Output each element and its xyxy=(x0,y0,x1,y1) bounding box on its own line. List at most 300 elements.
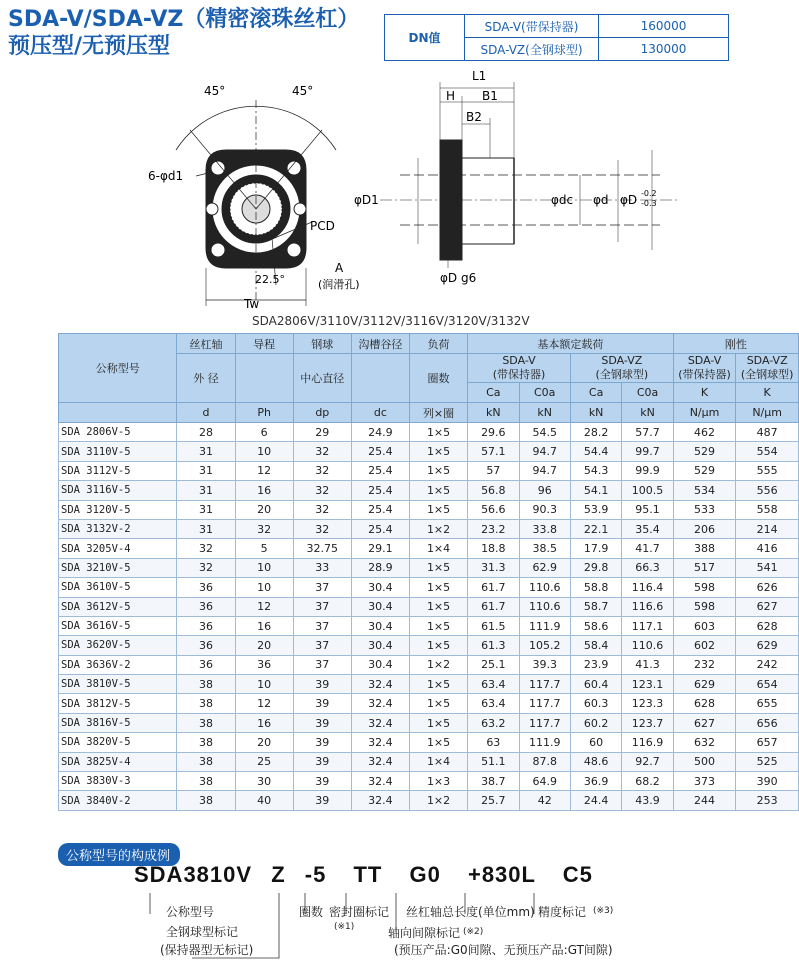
value-cell: 35.4 xyxy=(622,519,673,538)
value-cell: 60.2 xyxy=(570,713,621,732)
table-row xyxy=(59,616,799,635)
value-cell: 232 xyxy=(673,655,736,674)
value-cell: 99.9 xyxy=(622,461,673,480)
dn-type-vz: SDA-VZ(全钢球型) xyxy=(465,38,599,61)
angle-bottom-label: 22.5° xyxy=(255,273,285,286)
model-cell: SDA 3210V-5 xyxy=(59,558,177,577)
value-cell: 58.8 xyxy=(570,578,621,597)
model-cell: SDA 3116V-5 xyxy=(59,481,177,500)
code-accuracy: C5 xyxy=(562,862,593,887)
value-cell: 628 xyxy=(736,616,799,635)
dn-type-v: SDA-V(带保持器) xyxy=(465,15,599,38)
model-cell: SDA 3120V-5 xyxy=(59,500,177,519)
value-cell: 123.3 xyxy=(622,694,673,713)
value-cell: 39 xyxy=(293,713,351,732)
value-cell: 10 xyxy=(235,558,293,577)
value-cell: 57.1 xyxy=(468,442,519,461)
value-cell: 556 xyxy=(736,481,799,500)
value-cell: 38 xyxy=(177,675,235,694)
value-cell: 657 xyxy=(736,733,799,752)
value-cell: 25.4 xyxy=(351,500,409,519)
angle-right-label: 45° xyxy=(292,84,314,98)
value-cell: 38 xyxy=(177,752,235,771)
value-cell: 37 xyxy=(293,597,351,616)
value-cell: 32.4 xyxy=(351,713,409,732)
value-cell: 100.5 xyxy=(622,481,673,500)
value-cell: 39 xyxy=(293,694,351,713)
col-vz-header: SDA-VZ (全钢球型) xyxy=(570,354,673,383)
nut-body xyxy=(462,158,514,244)
value-cell: 416 xyxy=(736,539,799,558)
value-cell: 105.2 xyxy=(519,636,570,655)
value-cell: 253 xyxy=(736,791,799,810)
value-cell: 32.4 xyxy=(351,694,409,713)
value-cell: 30.4 xyxy=(351,655,409,674)
value-cell: 110.6 xyxy=(519,578,570,597)
value-cell: 555 xyxy=(736,461,799,480)
value-cell: 36 xyxy=(177,597,235,616)
value-cell: 58.6 xyxy=(570,616,621,635)
model-cell: SDA 3636V-2 xyxy=(59,655,177,674)
value-cell: 32.4 xyxy=(351,791,409,810)
value-cell: 529 xyxy=(673,442,736,461)
h-label: H xyxy=(446,89,456,103)
code-length: +830L xyxy=(467,862,536,887)
d-label: φd xyxy=(593,193,609,207)
value-cell: 96 xyxy=(519,481,570,500)
value-cell: 39.3 xyxy=(519,655,570,674)
value-cell: 30.4 xyxy=(351,636,409,655)
value-cell: 30 xyxy=(235,772,293,791)
value-cell: 18.8 xyxy=(468,539,519,558)
value-cell: 32 xyxy=(293,519,351,538)
spec-table-body xyxy=(59,423,799,811)
value-cell: 629 xyxy=(736,636,799,655)
value-cell: 117.7 xyxy=(519,694,570,713)
value-cell: 1×5 xyxy=(409,713,467,732)
value-cell: 94.7 xyxy=(519,442,570,461)
value-cell: 25.1 xyxy=(468,655,519,674)
value-cell: 629 xyxy=(673,675,736,694)
value-cell: 31 xyxy=(177,442,235,461)
value-cell: 1×5 xyxy=(409,461,467,480)
value-cell: 1×5 xyxy=(409,616,467,635)
value-cell: 24.4 xyxy=(570,791,621,810)
col-groove-header: 沟槽谷径 xyxy=(351,334,409,354)
dg6-label: φD g6 xyxy=(440,271,477,285)
value-cell: 66.3 xyxy=(622,558,673,577)
value-cell: 38 xyxy=(177,733,235,752)
unit-kn: kN xyxy=(570,403,621,423)
value-cell: 12 xyxy=(235,597,293,616)
lube-label: (润滑孔) xyxy=(318,278,360,291)
value-cell: 242 xyxy=(736,655,799,674)
value-cell: 63.4 xyxy=(468,675,519,694)
sym-ca: Ca xyxy=(468,383,519,403)
value-cell: 1×5 xyxy=(409,694,467,713)
value-cell: 632 xyxy=(673,733,736,752)
model-cell: SDA 3810V-5 xyxy=(59,675,177,694)
label-model: 公称型号 xyxy=(166,905,215,919)
table-row xyxy=(59,791,799,810)
value-cell: 54.1 xyxy=(570,481,621,500)
page-title xyxy=(8,6,359,60)
label-gap-detail: (预压产品:G0间隙、无预压产品:GT间隙) xyxy=(394,943,613,957)
value-cell: 31 xyxy=(177,461,235,480)
value-cell: 28 xyxy=(177,423,235,442)
angle-left-label: 45° xyxy=(204,84,226,98)
model-cell: SDA 3616V-5 xyxy=(59,616,177,635)
value-cell: 17.9 xyxy=(570,539,621,558)
value-cell: 32 xyxy=(293,481,351,500)
side-view xyxy=(380,82,680,268)
value-cell: 63.4 xyxy=(468,694,519,713)
model-cell: SDA 3816V-5 xyxy=(59,713,177,732)
value-cell: 534 xyxy=(673,481,736,500)
value-cell: 10 xyxy=(235,442,293,461)
unit-kn: kN xyxy=(622,403,673,423)
value-cell: 31 xyxy=(177,500,235,519)
model-cell: SDA 2806V-5 xyxy=(59,423,177,442)
value-cell: 388 xyxy=(673,539,736,558)
model-cell: SDA 3132V-2 xyxy=(59,519,177,538)
value-cell: 529 xyxy=(673,461,736,480)
value-cell: 62.9 xyxy=(519,558,570,577)
value-cell: 54.4 xyxy=(570,442,621,461)
tol-lower-label: -0.3 xyxy=(641,199,657,208)
unit-kn: kN xyxy=(519,403,570,423)
value-cell: 462 xyxy=(673,423,736,442)
value-cell: 244 xyxy=(673,791,736,810)
value-cell: 12 xyxy=(235,694,293,713)
value-cell: 390 xyxy=(736,772,799,791)
table-row xyxy=(59,772,799,791)
sym-c0a2: C0a xyxy=(622,383,673,403)
value-cell: 16 xyxy=(235,713,293,732)
value-cell: 36.9 xyxy=(570,772,621,791)
value-cell: 654 xyxy=(736,675,799,694)
value-cell: 43.9 xyxy=(622,791,673,810)
value-cell: 38 xyxy=(177,713,235,732)
value-cell: 626 xyxy=(736,578,799,597)
value-cell: 116.9 xyxy=(622,733,673,752)
dn-value-v: 160000 xyxy=(599,15,729,38)
value-cell: 41.3 xyxy=(622,655,673,674)
value-cell: 58.7 xyxy=(570,597,621,616)
value-cell: 373 xyxy=(673,772,736,791)
value-cell: 1×5 xyxy=(409,733,467,752)
col-ball-header2: 中心直径 xyxy=(293,354,351,403)
l1-label: L1 xyxy=(472,69,487,83)
code-turns: -5 xyxy=(304,862,327,887)
dn-value-table xyxy=(384,14,729,61)
value-cell: 54.5 xyxy=(519,423,570,442)
value-cell: 110.6 xyxy=(622,636,673,655)
value-cell: 38.5 xyxy=(519,539,570,558)
value-cell: 30.4 xyxy=(351,616,409,635)
dc-label: φdc xyxy=(551,193,574,207)
value-cell: 1×4 xyxy=(409,539,467,558)
value-cell: 598 xyxy=(673,597,736,616)
value-cell: 6 xyxy=(235,423,293,442)
value-cell: 32 xyxy=(177,558,235,577)
value-cell: 32.4 xyxy=(351,733,409,752)
pcd-label: PCD xyxy=(310,219,335,233)
drawing-caption: SDA2806V/3110V/3112V/3116V/3120V/3132V xyxy=(252,314,530,328)
value-cell: 554 xyxy=(736,442,799,461)
label-length: 丝杠轴总长度(单位mm) xyxy=(406,905,535,919)
value-cell: 111.9 xyxy=(519,616,570,635)
value-cell: 1×3 xyxy=(409,772,467,791)
value-cell: 1×5 xyxy=(409,500,467,519)
a-label: A xyxy=(335,261,344,275)
value-cell: 29.1 xyxy=(351,539,409,558)
value-cell: 1×5 xyxy=(409,597,467,616)
model-cell: SDA 3812V-5 xyxy=(59,694,177,713)
value-cell: 117.1 xyxy=(622,616,673,635)
value-cell: 32.4 xyxy=(351,675,409,694)
value-cell: 37 xyxy=(293,578,351,597)
value-cell: 36 xyxy=(177,616,235,635)
value-cell: 1×5 xyxy=(409,578,467,597)
value-cell: 63.2 xyxy=(468,713,519,732)
table-row xyxy=(59,558,799,577)
col-load-header2: 圈数 xyxy=(409,354,467,403)
label-gap: 轴向间隙标记 xyxy=(388,926,461,940)
bolt-hole xyxy=(211,243,225,257)
value-cell: 1×5 xyxy=(409,481,467,500)
value-cell: 39 xyxy=(293,675,351,694)
big-d-label: φD xyxy=(620,193,638,207)
value-cell: 31.3 xyxy=(468,558,519,577)
value-cell: 25.7 xyxy=(468,791,519,810)
value-cell: 42 xyxy=(519,791,570,810)
value-cell: 39 xyxy=(293,752,351,771)
value-cell: 32 xyxy=(293,442,351,461)
value-cell: 30.4 xyxy=(351,578,409,597)
col-lead-header: 导程 xyxy=(235,334,293,354)
model-cell: SDA 3612V-5 xyxy=(59,597,177,616)
value-cell: 56.6 xyxy=(468,500,519,519)
table-row xyxy=(59,655,799,674)
bolt-hole xyxy=(294,203,306,215)
value-cell: 32 xyxy=(235,519,293,538)
value-cell: 206 xyxy=(673,519,736,538)
value-cell: 25 xyxy=(235,752,293,771)
model-cell: SDA 3112V-5 xyxy=(59,461,177,480)
sym-ph: Ph xyxy=(235,403,293,423)
value-cell: 20 xyxy=(235,733,293,752)
value-cell: 57 xyxy=(468,461,519,480)
value-cell: 29.8 xyxy=(570,558,621,577)
value-cell: 61.3 xyxy=(468,636,519,655)
col-shaft-header: 丝杠轴 xyxy=(177,334,235,354)
table-row xyxy=(59,578,799,597)
value-cell: 111.9 xyxy=(519,733,570,752)
value-cell: 214 xyxy=(736,519,799,538)
label-seal: 密封圈标记 xyxy=(329,905,390,919)
value-cell: 25.4 xyxy=(351,442,409,461)
value-cell: 655 xyxy=(736,694,799,713)
value-cell: 38 xyxy=(177,694,235,713)
value-cell: 41.7 xyxy=(622,539,673,558)
value-cell: 1×2 xyxy=(409,791,467,810)
b2-label: B2 xyxy=(466,110,482,124)
value-cell: 22.1 xyxy=(570,519,621,538)
value-cell: 1×2 xyxy=(409,655,467,674)
value-cell: 598 xyxy=(673,578,736,597)
sym-k2: K xyxy=(736,383,799,403)
value-cell: 61.5 xyxy=(468,616,519,635)
value-cell: 110.6 xyxy=(519,597,570,616)
table-row xyxy=(59,481,799,500)
value-cell: 68.2 xyxy=(622,772,673,791)
value-cell: 32 xyxy=(177,539,235,558)
table-row xyxy=(59,500,799,519)
example-heading: 公称型号的构成例 xyxy=(58,843,180,866)
unit-n-um: N/μm xyxy=(673,403,736,423)
value-cell: 25.4 xyxy=(351,461,409,480)
value-cell: 116.6 xyxy=(622,597,673,616)
value-cell: 28.2 xyxy=(570,423,621,442)
value-cell: 58.4 xyxy=(570,636,621,655)
value-cell: 61.7 xyxy=(468,597,519,616)
table-row xyxy=(59,461,799,480)
value-cell: 56.8 xyxy=(468,481,519,500)
tw-label: Tw xyxy=(244,297,260,311)
value-cell: 1×5 xyxy=(409,675,467,694)
value-cell: 20 xyxy=(235,500,293,519)
d1-label: φD1 xyxy=(354,193,379,207)
value-cell: 20 xyxy=(235,636,293,655)
dn-value-vz: 130000 xyxy=(599,38,729,61)
model-cell: SDA 3825V-4 xyxy=(59,752,177,771)
value-cell: 123.7 xyxy=(622,713,673,732)
value-cell: 32 xyxy=(293,461,351,480)
value-cell: 64.9 xyxy=(519,772,570,791)
dn-label: DN值 xyxy=(385,15,465,61)
value-cell: 37 xyxy=(293,655,351,674)
label-vz: 全钢球型标记 xyxy=(166,925,239,939)
title-line2: 预压型/无预压型 xyxy=(8,34,171,59)
value-cell: 51.1 xyxy=(468,752,519,771)
sym-ca2: Ca xyxy=(570,383,621,403)
col-k-v-header: SDA-V (带保持器) xyxy=(673,354,736,383)
value-cell: 558 xyxy=(736,500,799,519)
value-cell: 95.1 xyxy=(622,500,673,519)
label-accuracy: 精度标记 xyxy=(538,905,587,919)
value-cell: 16 xyxy=(235,616,293,635)
sym-k: K xyxy=(673,383,736,403)
value-cell: 123.1 xyxy=(622,675,673,694)
value-cell: 1×4 xyxy=(409,752,467,771)
model-cell: SDA 3610V-5 xyxy=(59,578,177,597)
value-cell: 628 xyxy=(673,694,736,713)
value-cell: 60 xyxy=(570,733,621,752)
value-cell: 116.4 xyxy=(622,578,673,597)
model-cell: SDA 3840V-2 xyxy=(59,791,177,810)
col-shaft-header2: 外 径 xyxy=(177,354,235,403)
value-cell: 60.3 xyxy=(570,694,621,713)
value-cell: 38 xyxy=(177,791,235,810)
model-cell: SDA 3110V-5 xyxy=(59,442,177,461)
value-cell: 63 xyxy=(468,733,519,752)
value-cell: 38.7 xyxy=(468,772,519,791)
value-cell: 99.7 xyxy=(622,442,673,461)
value-cell: 57.7 xyxy=(622,423,673,442)
sym-d: d xyxy=(177,403,235,423)
value-cell: 32.75 xyxy=(293,539,351,558)
value-cell: 31 xyxy=(177,481,235,500)
value-cell: 36 xyxy=(177,655,235,674)
value-cell: 31 xyxy=(177,519,235,538)
value-cell: 32.4 xyxy=(351,772,409,791)
value-cell: 32 xyxy=(293,500,351,519)
technical-drawing xyxy=(0,68,799,318)
value-cell: 525 xyxy=(736,752,799,771)
value-cell: 38 xyxy=(177,772,235,791)
model-cell: SDA 3830V-3 xyxy=(59,772,177,791)
unit-n-um: N/μm xyxy=(736,403,799,423)
value-cell: 36 xyxy=(177,636,235,655)
model-cell: SDA 3205V-4 xyxy=(59,539,177,558)
value-cell: 12 xyxy=(235,461,293,480)
table-row xyxy=(59,423,799,442)
value-cell: 603 xyxy=(673,616,736,635)
value-cell: 39 xyxy=(293,772,351,791)
value-cell: 37 xyxy=(293,616,351,635)
value-cell: 33 xyxy=(293,558,351,577)
code-model: SDA3810V xyxy=(134,862,253,887)
sym-dp: dp xyxy=(293,403,351,423)
col-model-header: 公称型号 xyxy=(59,334,177,403)
col-load-header: 负荷 xyxy=(409,334,467,354)
label-note3: (※3) xyxy=(593,906,614,916)
code-vz: Z xyxy=(271,862,286,887)
value-cell: 10 xyxy=(235,578,293,597)
table-row xyxy=(59,752,799,771)
value-cell: 16 xyxy=(235,481,293,500)
model-cell: SDA 3620V-5 xyxy=(59,636,177,655)
value-cell: 54.3 xyxy=(570,461,621,480)
table-row xyxy=(59,442,799,461)
tol-upper-label: -0.2 xyxy=(641,189,657,198)
value-cell: 541 xyxy=(736,558,799,577)
value-cell: 87.8 xyxy=(519,752,570,771)
col-rated-header: 基本额定载荷 xyxy=(468,334,674,354)
value-cell: 117.7 xyxy=(519,713,570,732)
label-vz-note: (保持器型无标记) xyxy=(160,943,254,957)
spec-table xyxy=(58,333,799,811)
value-cell: 487 xyxy=(736,423,799,442)
code-gap: G0 xyxy=(409,862,441,887)
value-cell: 1×5 xyxy=(409,636,467,655)
label-note1: (※1) xyxy=(334,922,355,932)
unit-kn: kN xyxy=(468,403,519,423)
value-cell: 90.3 xyxy=(519,500,570,519)
value-cell: 29 xyxy=(293,423,351,442)
value-cell: 28.9 xyxy=(351,558,409,577)
table-row xyxy=(59,636,799,655)
value-cell: 602 xyxy=(673,636,736,655)
table-row xyxy=(59,539,799,558)
value-cell: 1×5 xyxy=(409,558,467,577)
value-cell: 36 xyxy=(177,578,235,597)
sym-turns: 列×圈 xyxy=(409,403,467,423)
table-row xyxy=(59,519,799,538)
value-cell: 32.4 xyxy=(351,752,409,771)
table-row xyxy=(59,675,799,694)
